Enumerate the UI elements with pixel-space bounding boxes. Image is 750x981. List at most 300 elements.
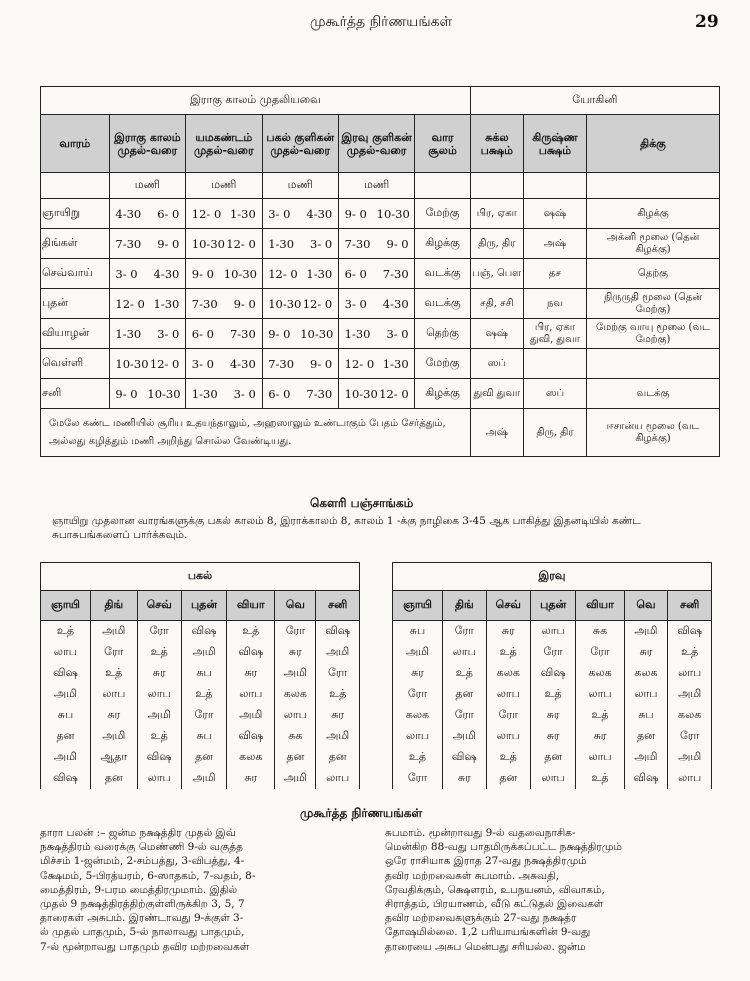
table-row bbox=[393, 747, 712, 768]
gowri-cell: விஷ bbox=[316, 621, 360, 642]
time-range-cell bbox=[186, 259, 262, 289]
gowri-cell: ஆதா bbox=[90, 747, 137, 768]
gowri-cell: அமி bbox=[668, 684, 712, 705]
time-start: 10-30 bbox=[115, 356, 149, 371]
gowri-cell: விஷ bbox=[668, 621, 712, 642]
table-row bbox=[41, 319, 720, 349]
krishna-cell: தச bbox=[523, 259, 586, 289]
weekday-header: வெ bbox=[624, 591, 668, 621]
weekday-header: செவ் bbox=[137, 591, 181, 621]
text-line: தவிர மற்றவைகளுக்கும் 27-வது நக்ஷத்ர bbox=[385, 912, 577, 925]
text-column-right bbox=[385, 826, 715, 954]
text-line: தாரா பலன் :– ஜன்ம நக்ஷத்திர முதல் இவ் bbox=[40, 827, 236, 839]
page-number: 29 bbox=[695, 12, 719, 32]
gowri-cell: ரோ bbox=[393, 684, 443, 705]
gowri-cell: சுப bbox=[181, 663, 226, 684]
gowri-day-header bbox=[41, 591, 360, 621]
direction-cell: ஈசான்ய மூலை (வட கிழக்கு) bbox=[587, 409, 720, 457]
time-range-cell bbox=[262, 319, 338, 349]
time-end: 10-30 bbox=[147, 386, 181, 401]
text-line: க்ஷேமம், 5-பிரத்யரம், 6-ஸாதகம், 7-வதம், 8- bbox=[40, 869, 256, 882]
shukla-cell: ஸப் bbox=[470, 349, 523, 379]
vara-soolam-cell: வடக்கு bbox=[415, 259, 470, 289]
gowri-cell: உத் bbox=[181, 684, 226, 705]
text-line: தாரையை அசுப மென்பது சரியல்ல. ஜன்ம bbox=[385, 940, 586, 953]
time-start: 6- 0 bbox=[268, 386, 291, 401]
shukla-cell: திரு, திர bbox=[470, 229, 523, 259]
direction-cell bbox=[587, 173, 720, 199]
gowri-cell: ரோ bbox=[90, 642, 137, 663]
gowri-cell: சுர bbox=[90, 705, 137, 726]
time-start: 10-30 bbox=[344, 386, 378, 401]
rahu-kalam-title: இராகு காலம் முதலியவை bbox=[41, 87, 471, 115]
gowri-cell: விஷ bbox=[530, 663, 576, 684]
gowri-cell: விஷ bbox=[442, 747, 486, 768]
gowri-cell: தன bbox=[275, 747, 316, 768]
time-start: 10-30 bbox=[191, 236, 225, 251]
time-range-cell bbox=[186, 289, 262, 319]
gowri-cell: கலக bbox=[668, 705, 712, 726]
time-range-cell bbox=[338, 229, 414, 259]
gowri-title-row bbox=[41, 563, 360, 591]
time-range-cell bbox=[109, 319, 185, 349]
weekday-header: சனி bbox=[316, 591, 360, 621]
weekday-cell: புதன் bbox=[41, 289, 110, 319]
time-range-cell bbox=[186, 379, 262, 409]
vara-soolam-cell: மேற்கு bbox=[415, 349, 470, 379]
gowri-cell: ரோ bbox=[442, 621, 486, 642]
table-row bbox=[41, 289, 720, 319]
gowri-cell: ரோ bbox=[393, 768, 443, 789]
gowri-cell: உத் bbox=[227, 621, 275, 642]
time-end: 3- 0 bbox=[386, 326, 409, 341]
time-start: 3- 0 bbox=[344, 296, 367, 311]
time-end: 7-30 bbox=[382, 266, 409, 281]
time-range-cell bbox=[186, 349, 262, 379]
direction-cell bbox=[587, 349, 720, 379]
time-range-cell bbox=[338, 379, 414, 409]
time-start: 1-30 bbox=[344, 326, 371, 341]
gowri-cell: விஷ bbox=[137, 747, 181, 768]
time-end: 10-30 bbox=[223, 266, 257, 281]
gowri-cell: தன bbox=[90, 768, 137, 789]
gowri-cell: சுப bbox=[393, 621, 443, 642]
table-row bbox=[393, 768, 712, 789]
gowri-cell: அமி bbox=[90, 621, 137, 642]
gowri-cell: லாப bbox=[486, 684, 530, 705]
krishna-cell bbox=[523, 173, 586, 199]
gowri-cell: சுர bbox=[393, 663, 443, 684]
gowri-cell: விஷ bbox=[41, 768, 91, 789]
gowri-title-row bbox=[393, 563, 712, 591]
weekday-header: ஞாயி bbox=[41, 591, 91, 621]
direction-cell: தெற்கு bbox=[587, 259, 720, 289]
gowri-cell: அமி bbox=[90, 726, 137, 747]
gowri-cell: அமி bbox=[393, 642, 443, 663]
gowri-cell: அமி bbox=[275, 768, 316, 789]
column-header: திக்கு bbox=[587, 115, 720, 173]
time-end: 7-30 bbox=[306, 386, 333, 401]
gowri-cell: லாப bbox=[227, 684, 275, 705]
gowri-cell: கலக bbox=[393, 705, 443, 726]
page-header bbox=[0, 8, 750, 38]
text-line: சிராத்தம், பிரயாணம், வீடு கட்டுதல் இவைகள் bbox=[385, 898, 604, 911]
krishna-cell: பிர, ஏகா துவி, துவா bbox=[523, 319, 586, 349]
table-row bbox=[393, 705, 712, 726]
time-start: 12- 0 bbox=[191, 206, 222, 221]
weekday-cell: சனி bbox=[41, 379, 110, 409]
column-header: இராகு காலம் முதல்-வரை bbox=[109, 115, 185, 173]
table-row bbox=[41, 747, 360, 768]
gowri-cell: ரோ bbox=[442, 705, 486, 726]
gowri-cell: உத் bbox=[41, 621, 91, 642]
gowri-cell: அமி bbox=[137, 705, 181, 726]
gowri-cell: விஷ bbox=[227, 642, 275, 663]
text-line: ரேவதிக்கும், க்ஷௌரம், உபநயனம், விவாகம், bbox=[385, 883, 605, 896]
gowri-cell: சுப bbox=[181, 726, 226, 747]
gowri-cell: உத் bbox=[393, 747, 443, 768]
gowri-cell: சுர bbox=[227, 768, 275, 789]
gowri-cell: அமி bbox=[668, 747, 712, 768]
gowri-cell: லாப bbox=[90, 684, 137, 705]
gowri-cell: ரோ bbox=[275, 621, 316, 642]
text-line: தவிர மற்றவைகள் சுபமாம். அசுவதி, bbox=[385, 869, 560, 882]
text-line: ல் முதல் பாதமும், 5-ல் நாலாவது பாதமும், bbox=[40, 926, 245, 939]
time-end: 7-30 bbox=[229, 326, 256, 341]
gowri-cell: கலக bbox=[486, 663, 530, 684]
time-start: 3- 0 bbox=[268, 206, 291, 221]
gowri-cell: சுர bbox=[486, 621, 530, 642]
time-start: 7-30 bbox=[344, 236, 371, 251]
text-line: ஒரே ராசியாக இராத 27-வது நக்ஷத்திரமும் bbox=[385, 855, 587, 868]
table-row bbox=[41, 621, 360, 642]
gowri-day-header bbox=[393, 591, 712, 621]
gowri-cell: லாப bbox=[668, 768, 712, 789]
weekday-header: செவ் bbox=[486, 591, 530, 621]
table-row bbox=[41, 684, 360, 705]
table-row bbox=[41, 768, 360, 789]
time-range-cell bbox=[338, 259, 414, 289]
gowri-cell: சுர bbox=[576, 726, 624, 747]
gowri-cell: கலக bbox=[624, 663, 668, 684]
rahu-kalam-table bbox=[40, 86, 720, 457]
text-line: தோஷமில்லை. 1,2 பரியாயங்களின் 9-வது bbox=[385, 926, 591, 939]
column-header: யமகண்டம் முதல்-வரை bbox=[186, 115, 262, 173]
krishna-cell: நவ bbox=[523, 289, 586, 319]
gowri-cell: அமி bbox=[316, 726, 360, 747]
time-range-cell bbox=[262, 379, 338, 409]
time-range-cell bbox=[109, 289, 185, 319]
time-start: 12- 0 bbox=[268, 266, 298, 281]
gowri-cell: சுர bbox=[442, 768, 486, 789]
shukla-cell bbox=[470, 173, 523, 199]
gowri-cell: லாப bbox=[137, 768, 181, 789]
gowri-cell: லாப bbox=[137, 684, 181, 705]
time-start: 1-30 bbox=[268, 236, 295, 251]
gowri-cell: ரோ bbox=[668, 726, 712, 747]
time-end: 12- 0 bbox=[149, 356, 180, 371]
gowri-table-title: பகல் bbox=[41, 563, 360, 591]
krishna-cell: ஷஷ் bbox=[523, 199, 586, 229]
time-end: 3- 0 bbox=[233, 386, 256, 401]
gowri-cell: லாப bbox=[530, 621, 576, 642]
gowri-cell: லாப bbox=[275, 705, 316, 726]
time-range-cell bbox=[262, 259, 338, 289]
gowri-cell: விஷ bbox=[41, 663, 91, 684]
gowri-cell: விஷ bbox=[227, 726, 275, 747]
time-range-cell bbox=[109, 259, 185, 289]
muhurta-title: முகூர்த்த நிர்ணயங்கள் bbox=[300, 806, 423, 820]
time-start: 6- 0 bbox=[344, 266, 367, 281]
vara-soolam-cell: வடக்கு bbox=[415, 289, 470, 319]
gowri-cell: அமி bbox=[41, 747, 91, 768]
vara-soolam-cell: தெற்கு bbox=[415, 319, 470, 349]
running-title: முகூர்த்த நிர்ணயங்கள் bbox=[310, 14, 453, 30]
weekday-header: புதன் bbox=[181, 591, 226, 621]
time-start: 1-30 bbox=[191, 386, 218, 401]
time-start: 9- 0 bbox=[115, 386, 138, 401]
text-line: முதல் 9 நக்ஷத்திரத்திற்குள்ளிருக்கிற 3, 5, 7 bbox=[40, 898, 245, 911]
table-row bbox=[393, 663, 712, 684]
direction-cell: அக்னி மூலை (தென் கிழக்கு) bbox=[587, 229, 720, 259]
shukla-cell: சதி, சசி bbox=[470, 289, 523, 319]
shukla-cell: ஷஷ் bbox=[470, 319, 523, 349]
gowri-cell: சுர bbox=[227, 663, 275, 684]
weekday-header: திங் bbox=[442, 591, 486, 621]
vara-soolam-cell: கிழக்கு bbox=[415, 379, 470, 409]
time-range-cell bbox=[109, 349, 185, 379]
weekday-header: ஞாயி bbox=[393, 591, 443, 621]
weekday-cell: திங்கள் bbox=[41, 229, 110, 259]
time-end: 1-30 bbox=[153, 296, 180, 311]
direction-cell: வடக்கு bbox=[587, 379, 720, 409]
gowri-cell: விஷ bbox=[624, 768, 668, 789]
gowri-table-title: இரவு bbox=[393, 563, 712, 591]
text-line: சுபமாம். மூன்றாவது 9-ல் வதவைநாசிக- bbox=[385, 827, 576, 839]
yogini-title: யோகினி bbox=[470, 87, 719, 115]
table-row bbox=[41, 229, 720, 259]
gowri-cell: தன bbox=[624, 726, 668, 747]
gowri-cell: அமி bbox=[181, 768, 226, 789]
gowri-cell: அமி bbox=[624, 621, 668, 642]
vara-soolam-cell: மேற்கு bbox=[415, 199, 470, 229]
table-row bbox=[393, 642, 712, 663]
text-line: தாரைகள் அசுபம். இரண்டாவது 9-க்குள் 3- bbox=[40, 912, 244, 925]
gowri-cell: கலக bbox=[275, 684, 316, 705]
shukla-cell: பஞ், பௌ bbox=[470, 259, 523, 289]
gowri-cell: லாப bbox=[316, 768, 360, 789]
text-line: நக்ஷத்திரம் வரைக்கு மெண்ணி 9-ல் வகுத்த bbox=[40, 841, 243, 854]
weekday-header: வெ bbox=[275, 591, 316, 621]
column-header: சுக்ல பக்ஷம் bbox=[470, 115, 523, 173]
table-row bbox=[41, 379, 720, 409]
gowri-cell: ரோ bbox=[181, 705, 226, 726]
gowri-cell: லாப bbox=[530, 768, 576, 789]
gowri-cell: சுர bbox=[316, 705, 360, 726]
time-end: 3- 0 bbox=[310, 236, 333, 251]
time-range-cell bbox=[338, 349, 414, 379]
time-end: 6- 0 bbox=[157, 206, 180, 221]
table-row bbox=[41, 642, 360, 663]
time-start: 3- 0 bbox=[191, 356, 214, 371]
gowri-cell: ரோ bbox=[486, 705, 530, 726]
gowri-cell: சுக bbox=[275, 726, 316, 747]
gowri-cell: ரோ bbox=[530, 642, 576, 663]
weekday-cell: ஞாயிறு bbox=[41, 199, 110, 229]
table-row bbox=[41, 663, 360, 684]
gowri-cell: அமி bbox=[181, 642, 226, 663]
time-range-cell bbox=[338, 199, 414, 229]
gowri-cell: உத் bbox=[486, 747, 530, 768]
time-end: 9- 0 bbox=[233, 296, 256, 311]
weekday-cell: செவ்வாய் bbox=[41, 259, 110, 289]
krishna-cell: திரு, திர bbox=[523, 409, 586, 457]
gowri-cell: லாப bbox=[576, 747, 624, 768]
time-start: 9- 0 bbox=[191, 266, 214, 281]
time-end: 9- 0 bbox=[386, 236, 409, 251]
gowri-cell: சுக bbox=[576, 621, 624, 642]
vara-soolam-cell: கிழக்கு bbox=[415, 229, 470, 259]
footnote: மேலே கண்ட மணியில் சூரிய உதயந்தாலும், அஹஸாலும் உண்டாகும் பேதம் சேர்த்தும், அல்லது கழித்தும் மணி அறிந்து சொல்ல வேண்டியது. bbox=[41, 409, 471, 457]
gowri-intro: ஞாயிறு முதலான வாரங்களுக்கு பகல் காலம் 8, இராக்காலம் 8, காலம் 1 -க்கு நாழிகை 3-45 ஆக பாகித்து இதனடியில் கண்ட சுபாசுபங்களைப் பார்க்கவும். bbox=[52, 515, 641, 541]
time-end: 12- 0 bbox=[379, 386, 409, 401]
krishna-cell: ஸப் bbox=[523, 379, 586, 409]
time-end: 4-30 bbox=[306, 206, 333, 221]
time-end: 10-30 bbox=[376, 206, 410, 221]
gowri-cell: தன bbox=[181, 747, 226, 768]
gowri-cell: லாப bbox=[624, 684, 668, 705]
gowri-cell: உத் bbox=[137, 726, 181, 747]
shukla-cell: அஷ் bbox=[470, 409, 523, 457]
gowri-title: கௌரி பஞ்சாங்கம் bbox=[310, 496, 414, 510]
time-end: 1-30 bbox=[382, 356, 409, 371]
gowri-cell: அமி bbox=[316, 642, 360, 663]
time-range-cell bbox=[186, 229, 262, 259]
gowri-cell: உத் bbox=[668, 642, 712, 663]
gowri-cell: உத் bbox=[90, 663, 137, 684]
gowri-cell: உத் bbox=[486, 642, 530, 663]
gowri-cell: லாப bbox=[393, 726, 443, 747]
gowri-cell: உத் bbox=[316, 684, 360, 705]
column-header: கிருஷ்ண பக்ஷம் bbox=[523, 115, 586, 173]
time-end: 12- 0 bbox=[302, 296, 333, 311]
time-range-cell bbox=[338, 289, 414, 319]
time-start: 6- 0 bbox=[191, 326, 214, 341]
table-row bbox=[393, 726, 712, 747]
weekday-cell: வியாழன் bbox=[41, 319, 110, 349]
gowri-cell: தன bbox=[486, 768, 530, 789]
text-line: மென்கிற 88-வது பாதமிருக்கப்பட்ட நக்ஷத்திரமும் bbox=[385, 841, 622, 854]
weekday-header: வியா bbox=[227, 591, 275, 621]
gowri-cell: லாப bbox=[442, 642, 486, 663]
time-end: 9- 0 bbox=[157, 236, 180, 251]
gowri-cell: லாப bbox=[41, 642, 91, 663]
text-line: மிச்சம் 1-ஜன்மம், 2-சம்பத்து, 3-விபத்து, 4- bbox=[40, 855, 245, 868]
day-gowri-table bbox=[40, 562, 360, 789]
gowri-cell: அமி bbox=[275, 663, 316, 684]
time-end: 3- 0 bbox=[157, 326, 180, 341]
gowri-cell: சுப bbox=[624, 705, 668, 726]
time-range-cell bbox=[262, 229, 338, 259]
time-start: 3- 0 bbox=[115, 266, 138, 281]
gowri-cell: ரோ bbox=[576, 642, 624, 663]
gowri-cell: சுர bbox=[530, 726, 576, 747]
gowri-cell: தன bbox=[316, 747, 360, 768]
night-gowri-table bbox=[392, 562, 712, 789]
table-row bbox=[393, 684, 712, 705]
gowri-cell: விஷ bbox=[181, 621, 226, 642]
weekday-header: சனி bbox=[668, 591, 712, 621]
gowri-cell: உத் bbox=[442, 663, 486, 684]
time-start: 7-30 bbox=[115, 236, 142, 251]
gowri-cell: சுர bbox=[530, 705, 576, 726]
time-range-cell bbox=[186, 199, 262, 229]
column-header: இரவு குளிகன் முதல்-வரை bbox=[338, 115, 414, 173]
gowri-cell: உத் bbox=[576, 768, 624, 789]
gowri-cell: கலக bbox=[576, 663, 624, 684]
time-start: 9- 0 bbox=[268, 326, 291, 341]
table-row bbox=[41, 199, 720, 229]
time-start: 1-30 bbox=[115, 326, 142, 341]
gowri-cell: அமி bbox=[624, 747, 668, 768]
time-end: 4-30 bbox=[229, 356, 256, 371]
time-end: 1-30 bbox=[306, 266, 333, 281]
mani-label: மணி bbox=[262, 173, 338, 199]
gowri-cell: லாப bbox=[668, 663, 712, 684]
time-range-cell bbox=[262, 199, 338, 229]
time-range-cell bbox=[262, 349, 338, 379]
gowri-cell: லாப bbox=[576, 684, 624, 705]
time-end: 12- 0 bbox=[226, 236, 256, 251]
time-range-cell bbox=[109, 229, 185, 259]
gowri-cell: அமி bbox=[41, 684, 91, 705]
time-end: 1-30 bbox=[229, 206, 256, 221]
krishna-cell bbox=[523, 349, 586, 379]
time-range-cell bbox=[186, 319, 262, 349]
table-row bbox=[41, 726, 360, 747]
direction-cell: மேற்கு வாயு மூலை (வட மேற்கு) bbox=[587, 319, 720, 349]
gowri-cell: உத் bbox=[576, 705, 624, 726]
time-range-cell bbox=[109, 379, 185, 409]
direction-cell: நிருருதி மூலை (தென் மேற்கு) bbox=[587, 289, 720, 319]
gowri-cell: ரோ bbox=[137, 621, 181, 642]
time-start: 12- 0 bbox=[344, 356, 375, 371]
time-start: 12- 0 bbox=[115, 296, 145, 311]
gowri-cell: ரோ bbox=[316, 663, 360, 684]
krishna-cell: அஷ் bbox=[523, 229, 586, 259]
mani-label: மணி bbox=[186, 173, 262, 199]
time-start: 10-30 bbox=[268, 296, 302, 311]
gowri-cell: அமி bbox=[442, 726, 486, 747]
column-header: வாரம் bbox=[41, 115, 110, 173]
text-column-left bbox=[40, 826, 370, 954]
gowri-cell: அமி bbox=[227, 705, 275, 726]
time-start: 7-30 bbox=[191, 296, 218, 311]
time-start: 4-30 bbox=[115, 206, 142, 221]
time-end: 9- 0 bbox=[310, 356, 333, 371]
time-range-cell bbox=[262, 289, 338, 319]
gowri-cell: தன bbox=[530, 747, 576, 768]
text-line: 7-ல் மூன்றாவது பாதமும் தவிர மற்றவைகள் bbox=[40, 940, 250, 953]
gowri-cell: சுர bbox=[137, 663, 181, 684]
weekday-header: திங் bbox=[90, 591, 137, 621]
time-end: 4-30 bbox=[382, 296, 409, 311]
table-row bbox=[41, 705, 360, 726]
time-start: 7-30 bbox=[268, 356, 295, 371]
weekday-cell: வெள்ளி bbox=[41, 349, 110, 379]
gowri-cell: சுர bbox=[624, 642, 668, 663]
table-row bbox=[41, 349, 720, 379]
